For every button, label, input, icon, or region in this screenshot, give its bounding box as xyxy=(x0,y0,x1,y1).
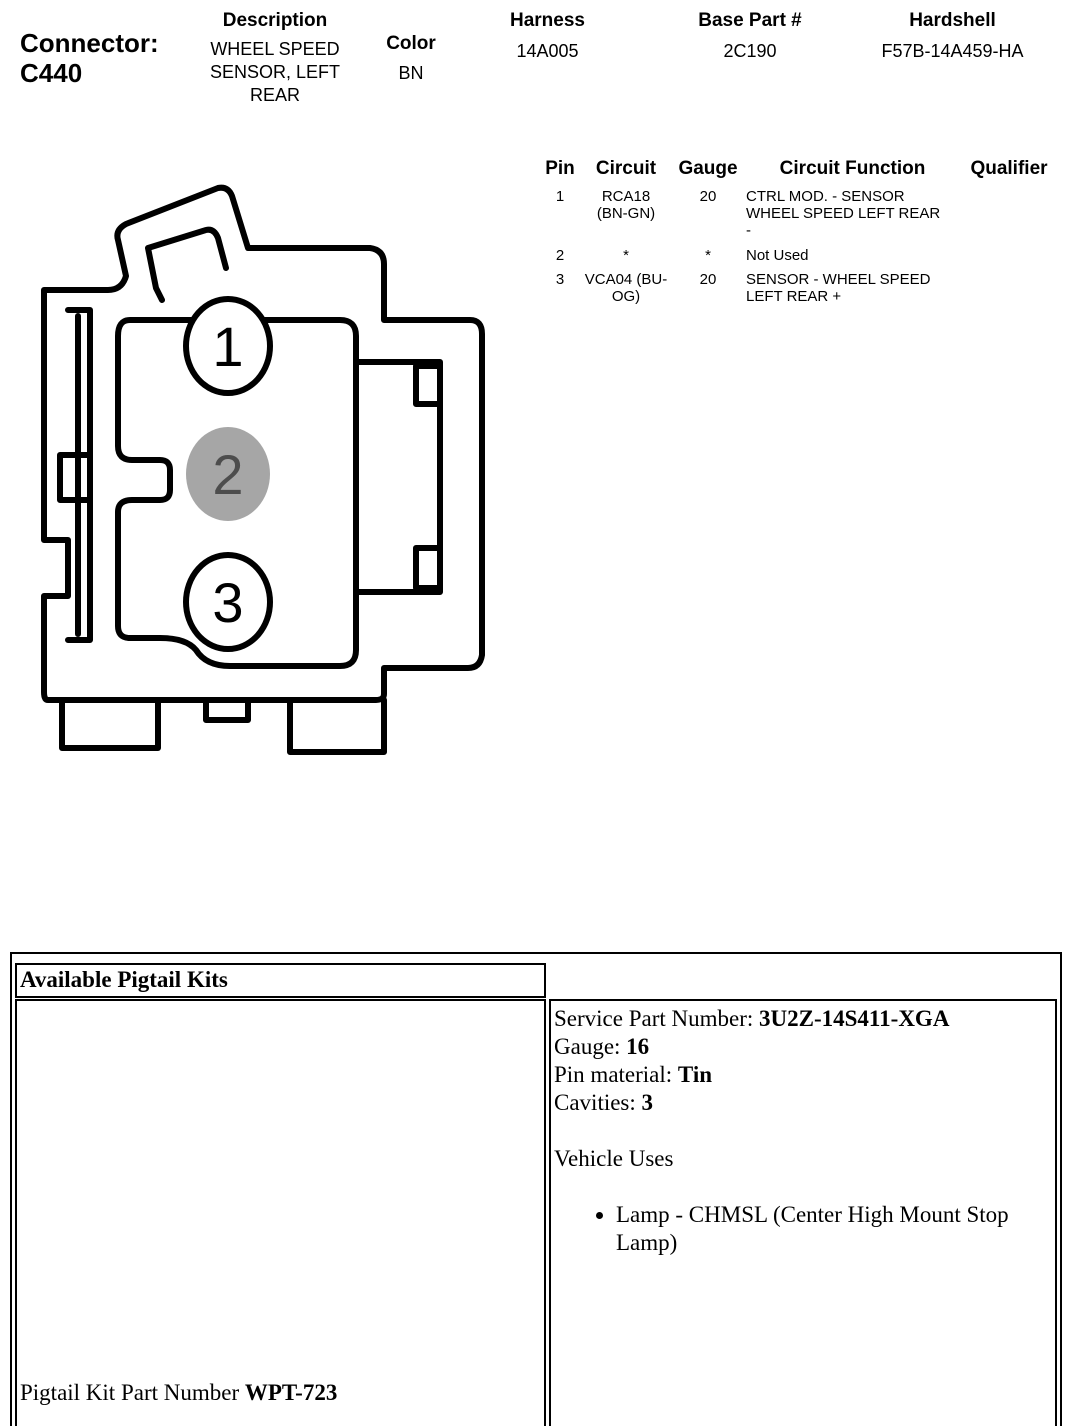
col-circuit: Circuit xyxy=(595,158,657,179)
pigtail-details xyxy=(554,1005,1054,1257)
col-gauge: Gauge xyxy=(678,158,738,179)
pin-number-label: 3 xyxy=(212,571,244,634)
pin-cavity-3 xyxy=(186,555,270,649)
harness-value: 14A005 xyxy=(516,41,579,61)
pin-number-label: 1 xyxy=(212,315,244,378)
pin-cavity-2 xyxy=(186,427,270,521)
description-line-2: SENSOR, LEFT xyxy=(209,62,341,82)
pin-cavity-1 xyxy=(186,299,270,393)
row-3-function-line-2: LEFT REAR + xyxy=(746,288,842,305)
connector-title xyxy=(20,28,159,88)
color-label: Color xyxy=(386,33,436,54)
pigtail-kit-part xyxy=(20,1379,337,1407)
row-1-circuit-line-2: (BN-GN) xyxy=(596,205,656,222)
row-1-pin: 1 xyxy=(555,188,565,205)
row-3-circuit-line-2: OG) xyxy=(611,288,641,305)
row-2-circuit: * xyxy=(623,247,629,264)
vehicle-use-item: • Lamp - CHMSL (Center High Mount Stop Lamp) xyxy=(616,1201,1054,1257)
cavities xyxy=(554,1089,1054,1117)
row-1-circuit xyxy=(590,188,662,222)
right-lock-window-top xyxy=(416,366,440,404)
description-line-1: WHEEL SPEED xyxy=(210,39,340,59)
connector-id: C440 xyxy=(20,58,83,88)
pin-table xyxy=(535,158,1060,318)
pigtail-title: Available Pigtail Kits xyxy=(20,967,228,992)
row-3-pin: 3 xyxy=(555,271,565,288)
hardshell-label: Hardshell xyxy=(909,10,996,31)
pin-number-label: 2 xyxy=(212,443,244,506)
row-2-pin: 2 xyxy=(555,247,565,264)
row-2-function: Not Used xyxy=(746,247,809,264)
pin-material-label: Pin material: xyxy=(554,1062,678,1087)
row-1-gauge: 20 xyxy=(699,188,717,205)
row-1-function xyxy=(746,188,961,239)
connector-diagram xyxy=(0,150,520,770)
row-3-circuit-line-1: VCA04 (BU- xyxy=(584,271,668,288)
col-pin: Pin xyxy=(545,158,575,179)
kit-part-label: Pigtail Kit Part Number xyxy=(20,1380,245,1405)
col-qualifier: Qualifier xyxy=(970,158,1048,179)
right-lock xyxy=(356,362,440,592)
right-lock-window-bottom xyxy=(416,548,440,588)
hardshell-value: F57B-14A459-HA xyxy=(881,41,1024,61)
row-3-function xyxy=(746,271,961,305)
base-part-label: Base Part # xyxy=(698,10,802,31)
vehicle-uses-label: Vehicle Uses xyxy=(554,1146,674,1171)
description-label: Description xyxy=(222,10,328,31)
pin-material-value: Tin xyxy=(677,1062,713,1087)
row-3-circuit xyxy=(582,271,670,305)
row-3-function-line-1: SENSOR - WHEEL SPEED xyxy=(746,271,931,288)
row-1-function-line-3: - xyxy=(746,222,751,239)
row-1-function-line-2: WHEEL SPEED LEFT REAR xyxy=(746,205,941,222)
kit-part-value: WPT-723 xyxy=(244,1380,338,1405)
gauge-label: Gauge: xyxy=(554,1034,627,1059)
color-value: BN xyxy=(398,63,424,83)
col-circuit-function: Circuit Function xyxy=(779,158,926,179)
service-part-value: 3U2Z-14S411-XGA xyxy=(759,1006,950,1031)
row-2-gauge: * xyxy=(705,247,711,264)
bottom-foot-left xyxy=(62,700,158,748)
service-part-label: Service Part Number: xyxy=(554,1006,760,1031)
connector-label: Connector: xyxy=(20,28,159,58)
row-3-gauge: 20 xyxy=(699,271,717,288)
base-part-value: 2C190 xyxy=(723,41,777,61)
pigtail-details-box xyxy=(549,999,1057,1426)
cavities-label: Cavities: xyxy=(554,1090,642,1115)
gauge xyxy=(554,1033,1054,1061)
vehicle-uses-list xyxy=(554,1201,1054,1257)
top-latch xyxy=(148,230,226,300)
pigtail-title-box xyxy=(15,963,546,998)
pin-material xyxy=(554,1061,1054,1089)
pin-group xyxy=(186,299,270,649)
row-1-function-line-1: CTRL MOD. - SENSOR xyxy=(746,188,905,205)
description-line-3: REAR xyxy=(249,85,300,105)
cavities-value: 3 xyxy=(641,1090,654,1115)
harness-label: Harness xyxy=(510,10,585,31)
bottom-foot-right xyxy=(290,700,384,752)
pigtail-image-box xyxy=(15,999,546,1426)
description-value xyxy=(190,38,360,107)
gauge-value: 16 xyxy=(626,1034,650,1059)
service-part xyxy=(554,1005,1054,1033)
row-1-circuit-line-1: RCA18 xyxy=(601,188,651,205)
